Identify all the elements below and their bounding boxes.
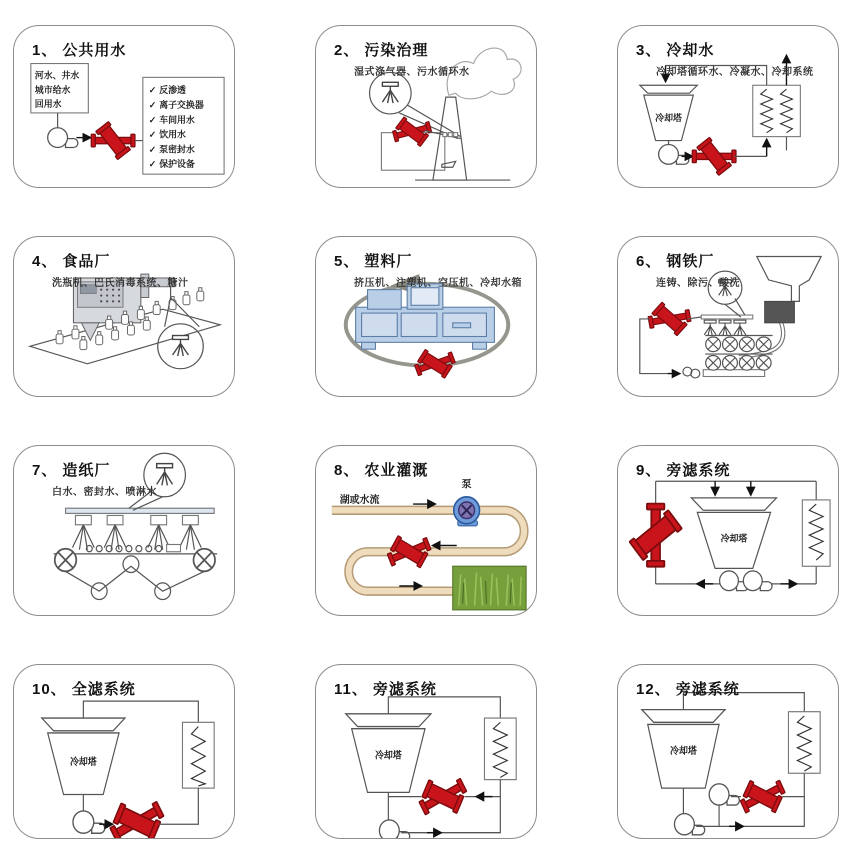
panel-title: 11、 旁滤系统 <box>334 681 437 698</box>
panel-title: 1、 公共用水 <box>32 42 127 59</box>
panel-3-cooling-water <box>617 25 839 188</box>
cooling-tower <box>691 498 776 569</box>
panel-title: 9、 旁滤系统 <box>636 462 731 479</box>
spray-bar <box>701 315 753 335</box>
svg-text:城市给水: 城市给水 <box>34 85 71 96</box>
panel-10-full-flow-filtration <box>13 664 235 839</box>
spray-nozzle-icon <box>382 82 398 103</box>
panel-title: 4、 食品厂 <box>32 253 111 270</box>
svg-text:✓车间用水: ✓ 车间用水 <box>148 114 195 125</box>
svg-text:✓饮用水: ✓ 饮用水 <box>148 129 186 140</box>
heat-exchanger <box>753 85 801 136</box>
panel-title: 8、 农业灌溉 <box>334 462 429 479</box>
panel-title: 5、 塑料厂 <box>334 253 413 270</box>
application-checklist-box <box>143 77 224 174</box>
panel-1-public-water <box>13 25 235 188</box>
pump-icon <box>674 814 704 835</box>
pump-icon <box>48 128 78 148</box>
panel-subtitle: 连铸、除污、酸洗 <box>656 278 740 289</box>
panel-subtitle: 冷却塔循环水、冷凝水、冷却系统 <box>656 67 814 78</box>
filter-icon <box>692 137 736 175</box>
svg-text:河水、井水: 河水、井水 <box>34 70 80 81</box>
water-source-box <box>31 64 88 113</box>
paper-machine-wire <box>54 544 218 599</box>
heat-exchanger <box>802 500 830 566</box>
panel-subtitle: 白水、密封水、喷淋水 <box>52 487 157 498</box>
panel-12-side-stream-filtration <box>617 664 839 839</box>
spray-nozzle-icon <box>173 336 189 356</box>
pump-icon <box>659 145 689 165</box>
filter-icon <box>411 341 459 386</box>
pump-icon <box>743 571 772 591</box>
panel-title: 7、 造纸厂 <box>32 462 111 479</box>
heat-exchanger <box>484 718 516 780</box>
heat-exchanger <box>182 722 214 788</box>
svg-text:冷却塔: 冷却塔 <box>670 745 697 757</box>
cooling-tower <box>42 718 125 794</box>
panel-2-pollution-control <box>315 25 537 188</box>
filter-icon <box>646 298 693 340</box>
svg-text:冷却塔: 冷却塔 <box>655 112 682 123</box>
panel-subtitle: 洗瓶机、巴氏消毒系统、糖汁 <box>52 278 189 289</box>
pump-icon <box>379 820 409 838</box>
svg-text:✓泵密封水: ✓ 泵密封水 <box>148 144 195 155</box>
panel-title: 2、 污染治理 <box>334 42 429 59</box>
panel-subtitle: 湿式涤气器、污水循环水 <box>354 67 470 78</box>
svg-text:冷却塔: 冷却塔 <box>69 756 97 767</box>
filter-icon <box>413 766 473 828</box>
magnifier-circle <box>158 297 204 368</box>
panel-7-paper-mill <box>13 445 235 616</box>
filter-icon <box>629 504 681 567</box>
pump-icon <box>709 784 739 805</box>
cooling-tower <box>346 714 431 793</box>
svg-text:✓保护设备: ✓ 保护设备 <box>148 159 195 170</box>
panel-subtitle: 挤压机、注塑机、空压机、冷却水箱 <box>354 278 522 289</box>
injection-molding-machine <box>356 284 495 349</box>
pump-icon <box>73 811 105 833</box>
panel-4-food-factory <box>13 236 235 397</box>
cooling-tower <box>640 85 697 140</box>
pump-icon <box>454 497 480 526</box>
shower-header <box>66 508 215 513</box>
pump-label: 泵 <box>461 479 472 491</box>
panel-title: 6、 钢铁厂 <box>636 253 715 270</box>
panel-title: 10、 全滤系统 <box>32 681 136 698</box>
panel-9-side-stream-filtration <box>617 445 839 616</box>
panel-11-side-stream-filtration <box>315 664 537 839</box>
filter-icon <box>91 122 135 160</box>
heat-exchanger <box>788 712 820 774</box>
cooling-tower <box>642 710 725 789</box>
svg-text:回用水: 回用水 <box>34 99 62 109</box>
svg-text:冷却塔: 冷却塔 <box>720 533 748 544</box>
crop-field-image <box>453 566 526 610</box>
filter-icon <box>735 768 791 825</box>
spray-nozzles <box>72 515 201 549</box>
panel-6-steel-plant <box>617 236 839 397</box>
panel-8-agricultural-irrigation <box>315 445 537 616</box>
svg-text:✓反渗透: ✓ 反渗透 <box>148 85 186 96</box>
svg-text:✓离子交换器: ✓ 离子交换器 <box>148 99 204 110</box>
panel-title: 3、 冷却水 <box>636 42 715 59</box>
source-label: 湖或水流 <box>339 494 380 507</box>
panel-title: 12、 旁滤系统 <box>636 681 740 698</box>
panel-5-plastics-factory <box>315 236 537 397</box>
mold-block <box>765 301 795 322</box>
filter-icon <box>103 787 171 838</box>
pump-icon <box>683 367 700 378</box>
svg-text:冷却塔: 冷却塔 <box>374 750 402 761</box>
